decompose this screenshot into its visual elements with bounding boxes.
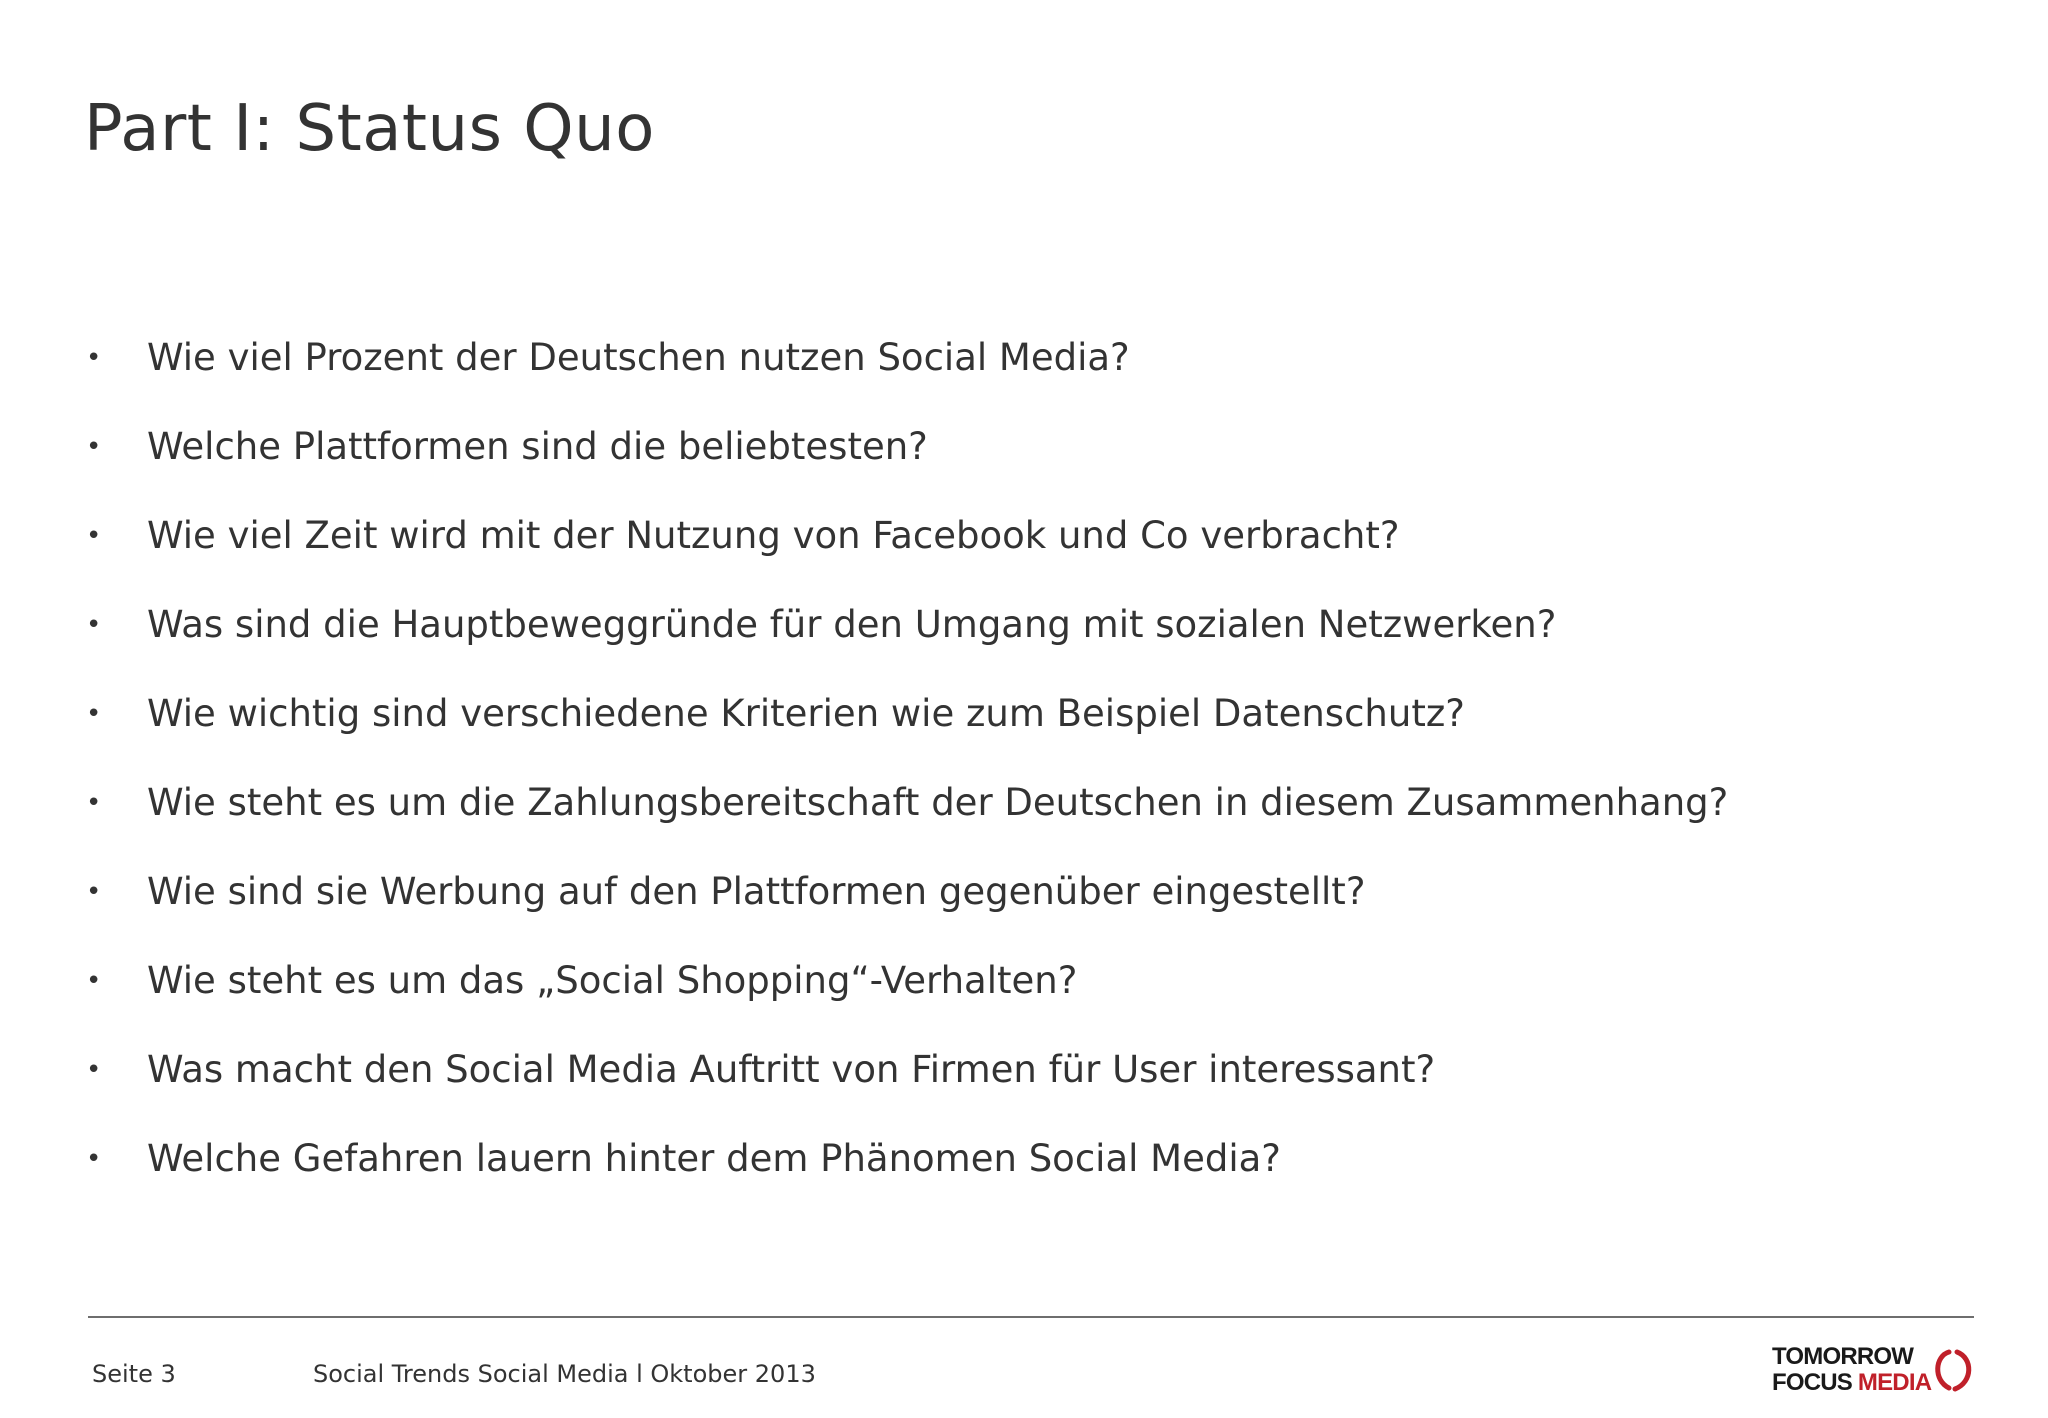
bullet-icon: •	[86, 610, 102, 640]
list-item-text: Wie steht es um die Zahlungsbereitschaft der Deutschen in diesem Zusammenhang?	[147, 781, 1729, 824]
list-item-text: Was macht den Social Media Auftritt von Firmen für User interessant?	[147, 1048, 1436, 1091]
bullet-icon: •	[86, 432, 102, 462]
list-item-text: Wie wichtig sind verschiedene Kriterien wie zum Beispiel Datenschutz?	[147, 692, 1465, 735]
logo-line-2	[1772, 1370, 1931, 1396]
bullet-icon: •	[86, 699, 102, 729]
list-item-text: Welche Plattformen sind die beliebtesten?	[147, 425, 928, 468]
page-number: Seite 3	[92, 1360, 176, 1388]
company-logo	[1772, 1344, 1978, 1396]
footer-info: Social Trends Social Media l Oktober 2013	[313, 1360, 816, 1388]
logo-line-1: TOMORROW	[1772, 1343, 1914, 1370]
list-item-text: Was sind die Hauptbeweggründe für den Umgang mit sozialen Netzwerken?	[147, 603, 1557, 646]
bullet-icon: •	[86, 877, 102, 907]
bullet-icon: •	[86, 343, 102, 373]
logo-swirl-icon	[1929, 1346, 1977, 1394]
list-item-text: Wie viel Prozent der Deutschen nutzen Social Media?	[147, 336, 1130, 379]
list-item-text: Wie viel Zeit wird mit der Nutzung von Facebook und Co verbracht?	[147, 514, 1400, 557]
bullet-icon: •	[86, 1144, 102, 1174]
logo-word-focus: FOCUS	[1772, 1369, 1853, 1396]
bullet-icon: •	[86, 1055, 102, 1085]
page-title: Part I: Status Quo	[84, 92, 655, 166]
logo-word-media: MEDIA	[1857, 1369, 1932, 1396]
bullet-icon: •	[86, 966, 102, 996]
list-item-text: Wie sind sie Werbung auf den Plattformen gegenüber eingestellt?	[147, 870, 1366, 913]
list-item-text: Welche Gefahren lauern hinter dem Phänomen Social Media?	[147, 1137, 1281, 1180]
bullet-icon: •	[86, 788, 102, 818]
footer-divider	[88, 1316, 1974, 1318]
list-item-text: Wie steht es um das „Social Shopping“-Verhalten?	[147, 959, 1078, 1002]
bullet-icon: •	[86, 521, 102, 551]
